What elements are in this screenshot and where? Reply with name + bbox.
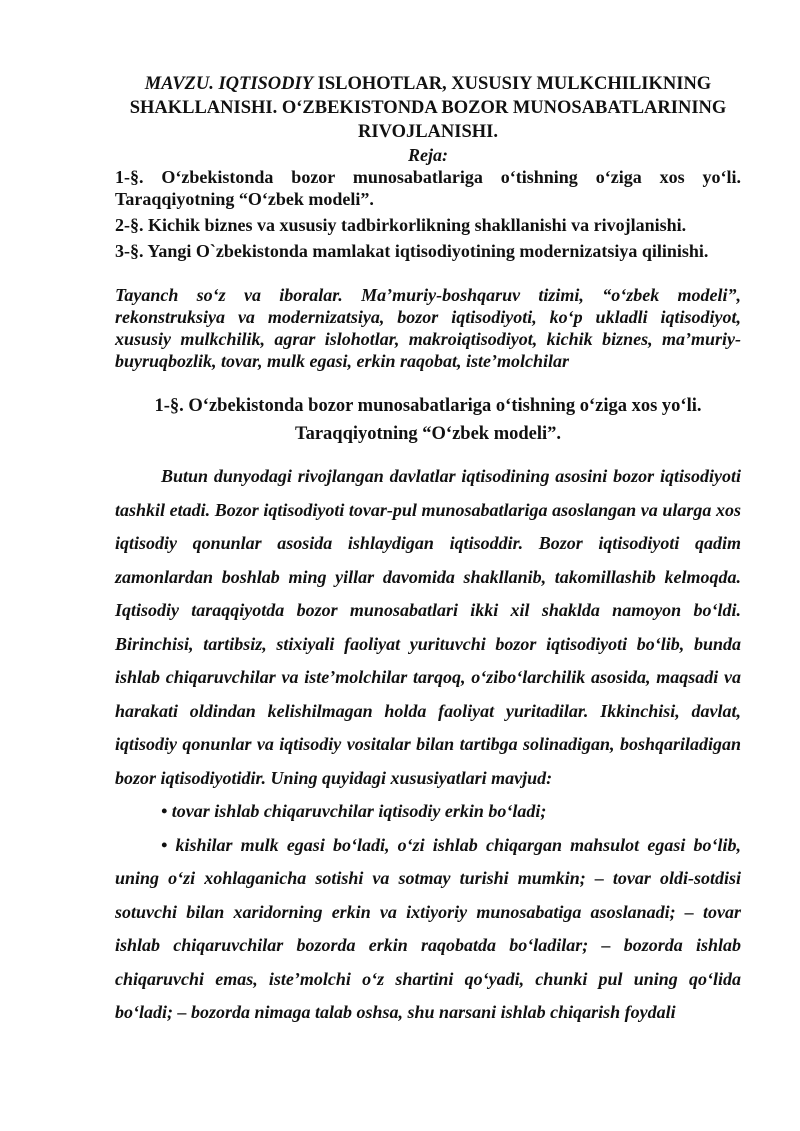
keywords-lead: Tayanch so‘z va iboralar. (115, 285, 343, 305)
keywords-text: Ma’muriy-boshqaruv tizimi, “o‘zbek modeli”, rekonstruksiya va modernizatsiya, bozor iqtisodiyoti, ko‘p ukladli iqtisodiyot, xususiy mulkchilik, agrar islohotlar, makroiqtisodiyot, kichik biznes, ma’muriy-buyruqbozlik, tovar, mulk egasi, erkin raqobat, iste’molchilar (115, 285, 741, 371)
document-page (115, 72, 741, 1030)
bullet-item-1: • tovar ishlab chiqaruvchilar iqtisodiy erkin bo‘ladi; (161, 801, 547, 821)
keywords-paragraph (115, 284, 741, 372)
plan-item-3: 3-§. Yangi O`zbekistonda mamlakat iqtisodiyotining modernizatsiya qilinishi. (115, 241, 709, 261)
plan-label: Reja: (408, 145, 448, 165)
body-paragraph-1: Butun dunyodagi rivojlangan davlatlar iqtisodining asosini bozor iqtisodiyoti tashkil etadi. Bozor iqtisodiyoti tovar-pul munosabatlariga asoslangan va ularga xos iqtisodiy qonunlar asosida ishlaydigan iqtisoddir. Bozor iqtisodiyoti qadim zamonlardan boshlab ming yillar davomida shakllanib, takomillashib kelmoqda. Iqtisodiy taraqqiyotda bozor munosabatlari ikki xil shaklda namoyon bo‘ldi. Birinchisi, tartibsiz, stixiyali faoliyat yurituvchi bozor iqtisodiyoti bo‘lib, bunda ishlab chiqaruvchilar va iste’molchilar tarqoq, o‘zibo‘larchilik asosida, maqsadi va harakati oldindan kelishilmagan holda faoliyat yuritadilar. Ikkinchisi, davlat, iqtisodiy qonunlar va iqtisodiy vositalar bilan tartibga solinadigan, boshqariladigan bozor iqtisodiyotidir. Uning quyidagi xususiyatlari mavjud: (115, 466, 741, 788)
plan-item-2: 2-§. Kichik biznes va xususiy tadbirkorlikning shakllanishi va rivojlanishi. (115, 215, 687, 235)
title-italic-part: MAVZU. IQTISODIY (144, 74, 314, 94)
document-title (115, 72, 741, 144)
plan-item-1: 1-§. O‘zbekistonda bozor munosabatlariga o‘tishning o‘ziga xos yo‘li. Taraqqiyotning “O‘zbek modeli”. (115, 167, 741, 209)
title-rest: ISLOHOTLAR, XUSUSIY MULKCHILIKNING SHAKLLANISHI. O‘ZBEKISTONDA BOZOR MUNOSABATLARINING RIVOJLANISHI. (129, 74, 727, 142)
section-heading-line-2: Taraqqiyotning “O‘zbek modeli”. (294, 424, 562, 444)
section-heading-line-1: 1-§. O‘zbekistonda bozor munosabatlariga o‘tishning o‘ziga xos yo‘li. (154, 396, 702, 416)
bullet-item-2: • kishilar mulk egasi bo‘ladi, o‘zi ishlab chiqargan mahsulot egasi bo‘lib, uning o‘zi xohlaganicha sotishi va sotmay turishi mumkin; – tovar oldi-sotdisi sotuvchi bilan xaridorning erkin va ixtiyoriy munosabatiga asoslanadi; – tovar ishlab chiqaruvchilar bozorda erkin raqobatda bo‘ladilar; – bozorda ishlab chiqaruvchi emas, iste’molchi o‘z shartini qo‘yadi, chunki pul uning qo‘lida bo‘ladi; – bozorda nimaga talab oshsa, shu narsani ishlab chiqarish foydali (115, 834, 741, 1022)
section-heading (115, 392, 741, 448)
